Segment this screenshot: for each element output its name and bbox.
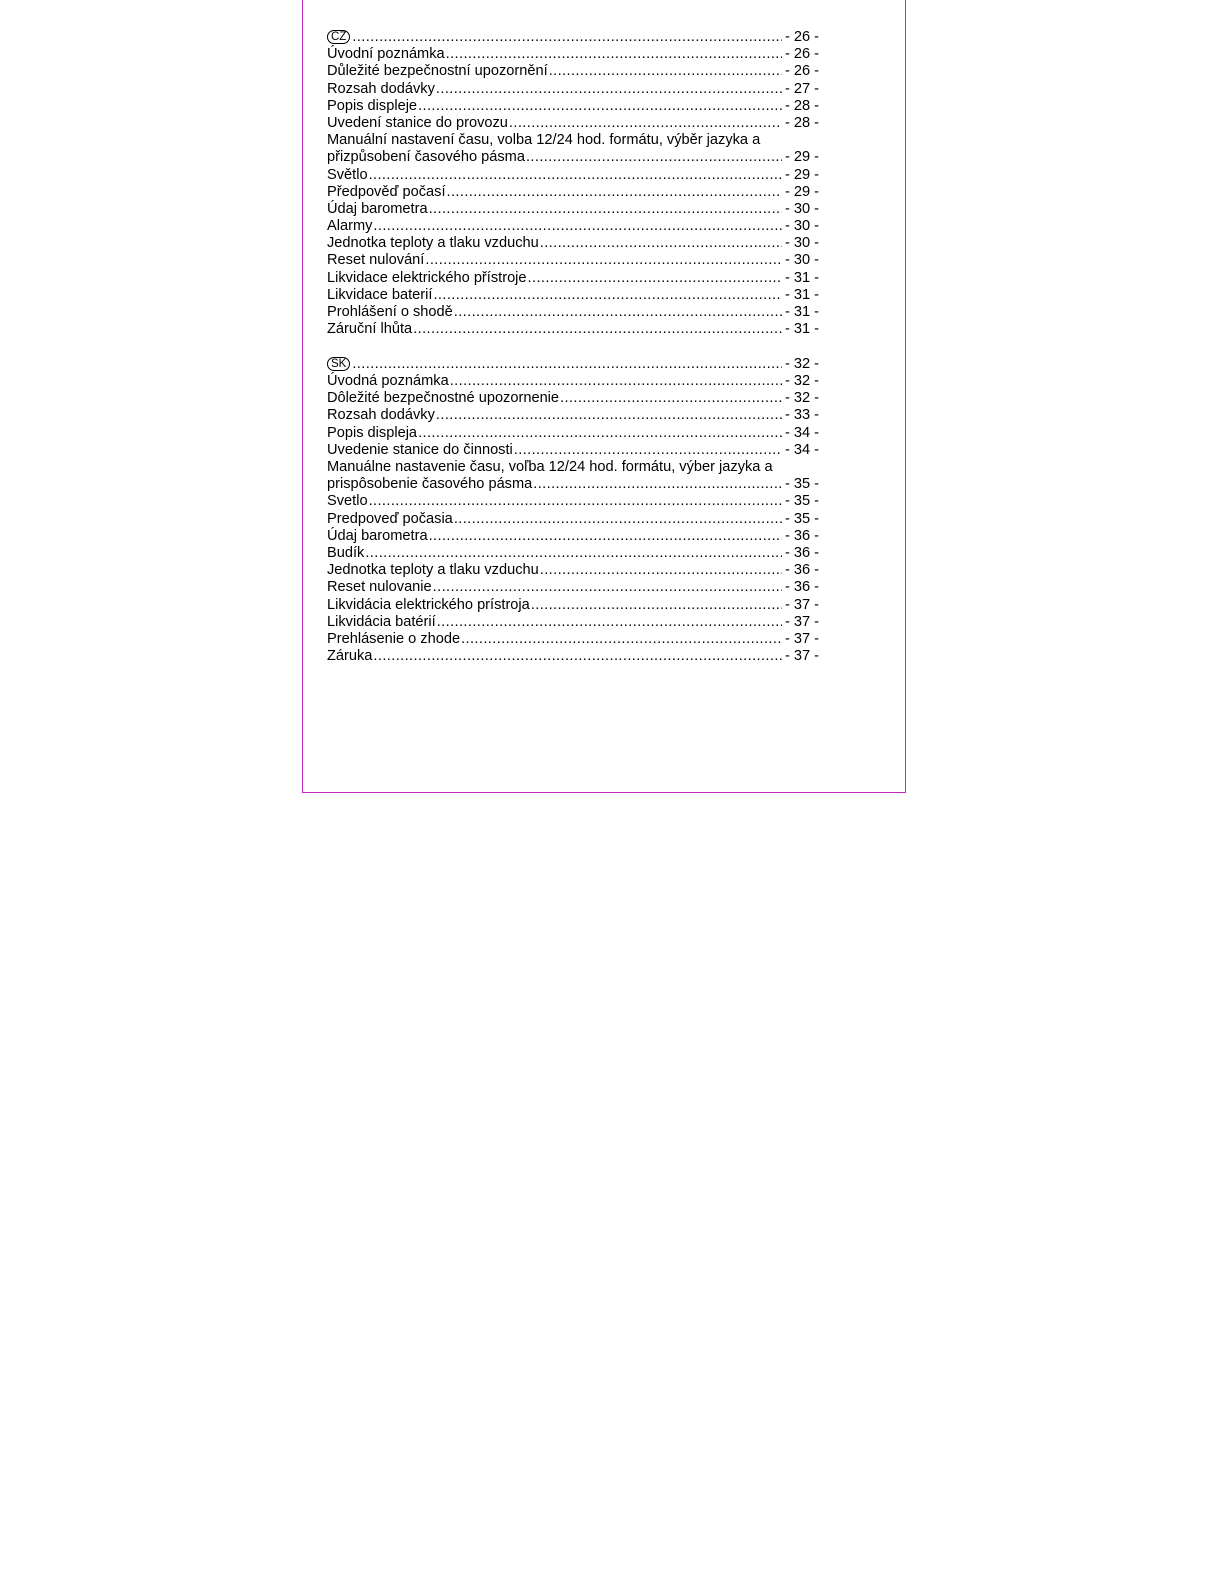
- dot-leader: [436, 81, 782, 98]
- toc-page-number: - 31 -: [784, 304, 819, 320]
- toc-entry[interactable]: [327, 184, 819, 201]
- toc-page-number: - 37 -: [784, 613, 819, 630]
- toc-entry[interactable]: [327, 235, 819, 252]
- dot-leader: [369, 493, 782, 510]
- table-of-contents: [327, 29, 819, 665]
- dot-leader: [433, 287, 781, 304]
- toc-entry[interactable]: [327, 631, 819, 648]
- toc-section-sk: [327, 356, 819, 665]
- dot-leader: [425, 252, 782, 269]
- dot-leader: [454, 304, 782, 321]
- toc-page-number: - 36 -: [784, 527, 819, 544]
- dot-leader: [369, 167, 782, 184]
- dot-leader: [365, 545, 782, 562]
- dot-leader: [437, 614, 782, 631]
- toc-entry-title: Předpověď počasí: [327, 183, 446, 200]
- toc-entry-title: Rozsah dodávky: [327, 407, 435, 424]
- toc-entry-title: Údaj barometra: [327, 527, 428, 544]
- toc-entry[interactable]: [327, 597, 819, 614]
- toc-entry[interactable]: [327, 493, 819, 510]
- toc-entry-title: Záruční lhůta: [327, 321, 413, 338]
- toc-page-number: - 35 -: [784, 510, 819, 527]
- toc-entry[interactable]: [327, 614, 819, 631]
- toc-page-number: - 26 -: [784, 63, 819, 80]
- toc-entry[interactable]: [327, 425, 819, 442]
- toc-entry[interactable]: [327, 442, 819, 459]
- toc-page-number: - 30 -: [784, 235, 819, 252]
- toc-entry[interactable]: [327, 545, 819, 562]
- toc-page-number: - 30 -: [784, 200, 819, 217]
- language-badge-label: SK: [327, 357, 350, 371]
- toc-entry[interactable]: [327, 81, 819, 98]
- language-badge: [327, 356, 351, 373]
- toc-entry-title: Prohlášení o shodě: [327, 304, 453, 320]
- toc-page-number: - 35 -: [784, 493, 819, 510]
- dot-leader: [413, 321, 782, 338]
- toc-entry[interactable]: [327, 218, 819, 235]
- dot-leader: [549, 63, 782, 80]
- toc-entry[interactable]: [327, 407, 819, 424]
- toc-entry[interactable]: [327, 528, 819, 545]
- toc-page-number: - 32 -: [784, 355, 819, 372]
- toc-entry-title: Likvidace baterií: [327, 286, 433, 303]
- toc-page-number: - 37 -: [784, 648, 819, 665]
- toc-entry[interactable]: [327, 115, 819, 132]
- toc-entry[interactable]: [327, 579, 819, 596]
- toc-entry[interactable]: [327, 511, 819, 528]
- toc-page-number: - 30 -: [784, 252, 819, 269]
- dot-leader: [533, 476, 782, 493]
- dot-leader: [531, 597, 782, 614]
- toc-page-number: - 26 -: [784, 29, 819, 45]
- toc-entry-title: Uvedení stanice do provozu: [327, 114, 508, 131]
- toc-entry[interactable]: [327, 252, 819, 269]
- toc-entry-title: Záruka: [327, 648, 373, 665]
- dot-leader: [429, 528, 782, 545]
- toc-entry[interactable]: [327, 167, 819, 184]
- toc-entry-title: Likvidace elektrického přístroje: [327, 269, 527, 286]
- toc-entry[interactable]: [327, 648, 819, 665]
- toc-page-number: - 35 -: [784, 476, 819, 493]
- toc-entry[interactable]: [327, 287, 819, 304]
- toc-entry-title: Uvedenie stanice do činnosti: [327, 441, 513, 458]
- toc-entry[interactable]: [327, 63, 819, 80]
- toc-entry-title-line1: Manuálne nastavenie času, voľba 12/24 hod. formátu, výber jazyka a: [327, 459, 773, 475]
- toc-entry-line1[interactable]: [327, 132, 819, 149]
- toc-entry-title: prispôsobenie časového pásma: [327, 476, 533, 493]
- language-badge: [327, 29, 351, 46]
- toc-page-number: - 31 -: [784, 269, 819, 286]
- toc-entry-line1[interactable]: [327, 459, 819, 476]
- toc-page-number: - 37 -: [784, 630, 819, 647]
- toc-entry[interactable]: [327, 373, 819, 390]
- toc-page-number: - 26 -: [784, 46, 819, 63]
- toc-page-number: - 36 -: [784, 579, 819, 596]
- toc-entry-title-line1: Manuální nastavení času, volba 12/24 hod. formátu, výběr jazyka a: [327, 132, 761, 149]
- toc-entry-title: Alarmy: [327, 218, 373, 235]
- toc-page-number: - 29 -: [784, 166, 819, 183]
- toc-page-number: - 30 -: [784, 218, 819, 235]
- dot-leader: [352, 29, 782, 46]
- toc-page-number: - 33 -: [784, 407, 819, 424]
- dot-leader: [373, 218, 782, 235]
- toc-language-header[interactable]: [327, 29, 819, 46]
- toc-entry-title: Popis displeja: [327, 424, 418, 441]
- toc-page-number: - 34 -: [784, 441, 819, 458]
- toc-page-number: - 32 -: [784, 373, 819, 390]
- toc-page-number: - 28 -: [784, 114, 819, 131]
- dot-leader: [526, 149, 782, 166]
- toc-page-number: - 29 -: [784, 183, 819, 200]
- toc-entry-title: Dôležité bezpečnostné upozornenie: [327, 390, 560, 407]
- toc-page-number: - 28 -: [784, 97, 819, 114]
- dot-leader: [436, 407, 782, 424]
- toc-page-number: - 36 -: [784, 562, 819, 579]
- dot-leader: [433, 579, 782, 596]
- dot-leader: [447, 184, 782, 201]
- dot-leader: [540, 562, 782, 579]
- toc-entry[interactable]: [327, 476, 819, 493]
- toc-section-cz: [327, 29, 819, 338]
- toc-entry[interactable]: [327, 201, 819, 218]
- dot-leader: [461, 631, 782, 648]
- toc-page-number: - 31 -: [784, 321, 819, 338]
- toc-entry-title: Rozsah dodávky: [327, 80, 435, 97]
- dot-leader: [352, 356, 782, 373]
- toc-entry-title: Svetlo: [327, 493, 368, 510]
- dot-leader: [528, 270, 782, 287]
- toc-entry-title: Úvodní poznámka: [327, 46, 445, 63]
- toc-entry-title: Reset nulovanie: [327, 579, 432, 596]
- toc-page-number: - 29 -: [784, 149, 819, 166]
- toc-entry[interactable]: [327, 149, 819, 166]
- toc-entry[interactable]: [327, 390, 819, 407]
- dot-leader: [446, 46, 782, 63]
- toc-entry-title: Predpoveď počasia: [327, 510, 453, 527]
- toc-entry-title: Důležité bezpečnostní upozornění: [327, 63, 548, 80]
- toc-entry-title: Světlo: [327, 166, 368, 183]
- toc-page-number: - 27 -: [784, 80, 819, 97]
- toc-page-number: - 31 -: [784, 286, 819, 303]
- dot-leader: [429, 201, 782, 218]
- toc-entry-title: Prehlásenie o zhode: [327, 630, 461, 647]
- toc-entry-title: Budík: [327, 544, 365, 561]
- toc-entry-title: Likvidácia batérií: [327, 613, 436, 630]
- toc-entry-title: Úvodná poznámka: [327, 373, 449, 390]
- toc-entry[interactable]: [327, 46, 819, 63]
- dot-leader: [540, 235, 782, 252]
- dot-leader: [418, 98, 782, 115]
- toc-page-number: - 36 -: [784, 544, 819, 561]
- toc-entry-title: Popis displeje: [327, 97, 418, 114]
- dot-leader: [454, 511, 782, 528]
- toc-entry-title: Reset nulování: [327, 252, 425, 269]
- toc-language-header[interactable]: [327, 356, 819, 373]
- dot-leader: [418, 425, 782, 442]
- toc-entry-title: Likvidácia elektrického prístroja: [327, 596, 530, 613]
- dot-leader: [450, 373, 782, 390]
- toc-entry-title: Jednotka teploty a tlaku vzduchu: [327, 562, 539, 579]
- dot-leader: [514, 442, 782, 459]
- toc-entry-title: Údaj barometra: [327, 200, 428, 217]
- toc-page-number: - 32 -: [784, 390, 819, 407]
- toc-entry-title: Jednotka teploty a tlaku vzduchu: [327, 235, 539, 252]
- toc-entry[interactable]: [327, 304, 819, 321]
- dot-leader: [509, 115, 782, 132]
- dot-leader: [373, 648, 782, 665]
- toc-entry[interactable]: [327, 321, 819, 338]
- toc-entry[interactable]: [327, 562, 819, 579]
- toc-entry[interactable]: [327, 270, 819, 287]
- toc-page-number: - 37 -: [784, 596, 819, 613]
- toc-entry[interactable]: [327, 98, 819, 115]
- language-badge-label: CZ: [327, 30, 350, 44]
- toc-page-number: - 34 -: [784, 424, 819, 441]
- toc-entry-title: přizpůsobení časového pásma: [327, 149, 525, 166]
- dot-leader: [560, 390, 782, 407]
